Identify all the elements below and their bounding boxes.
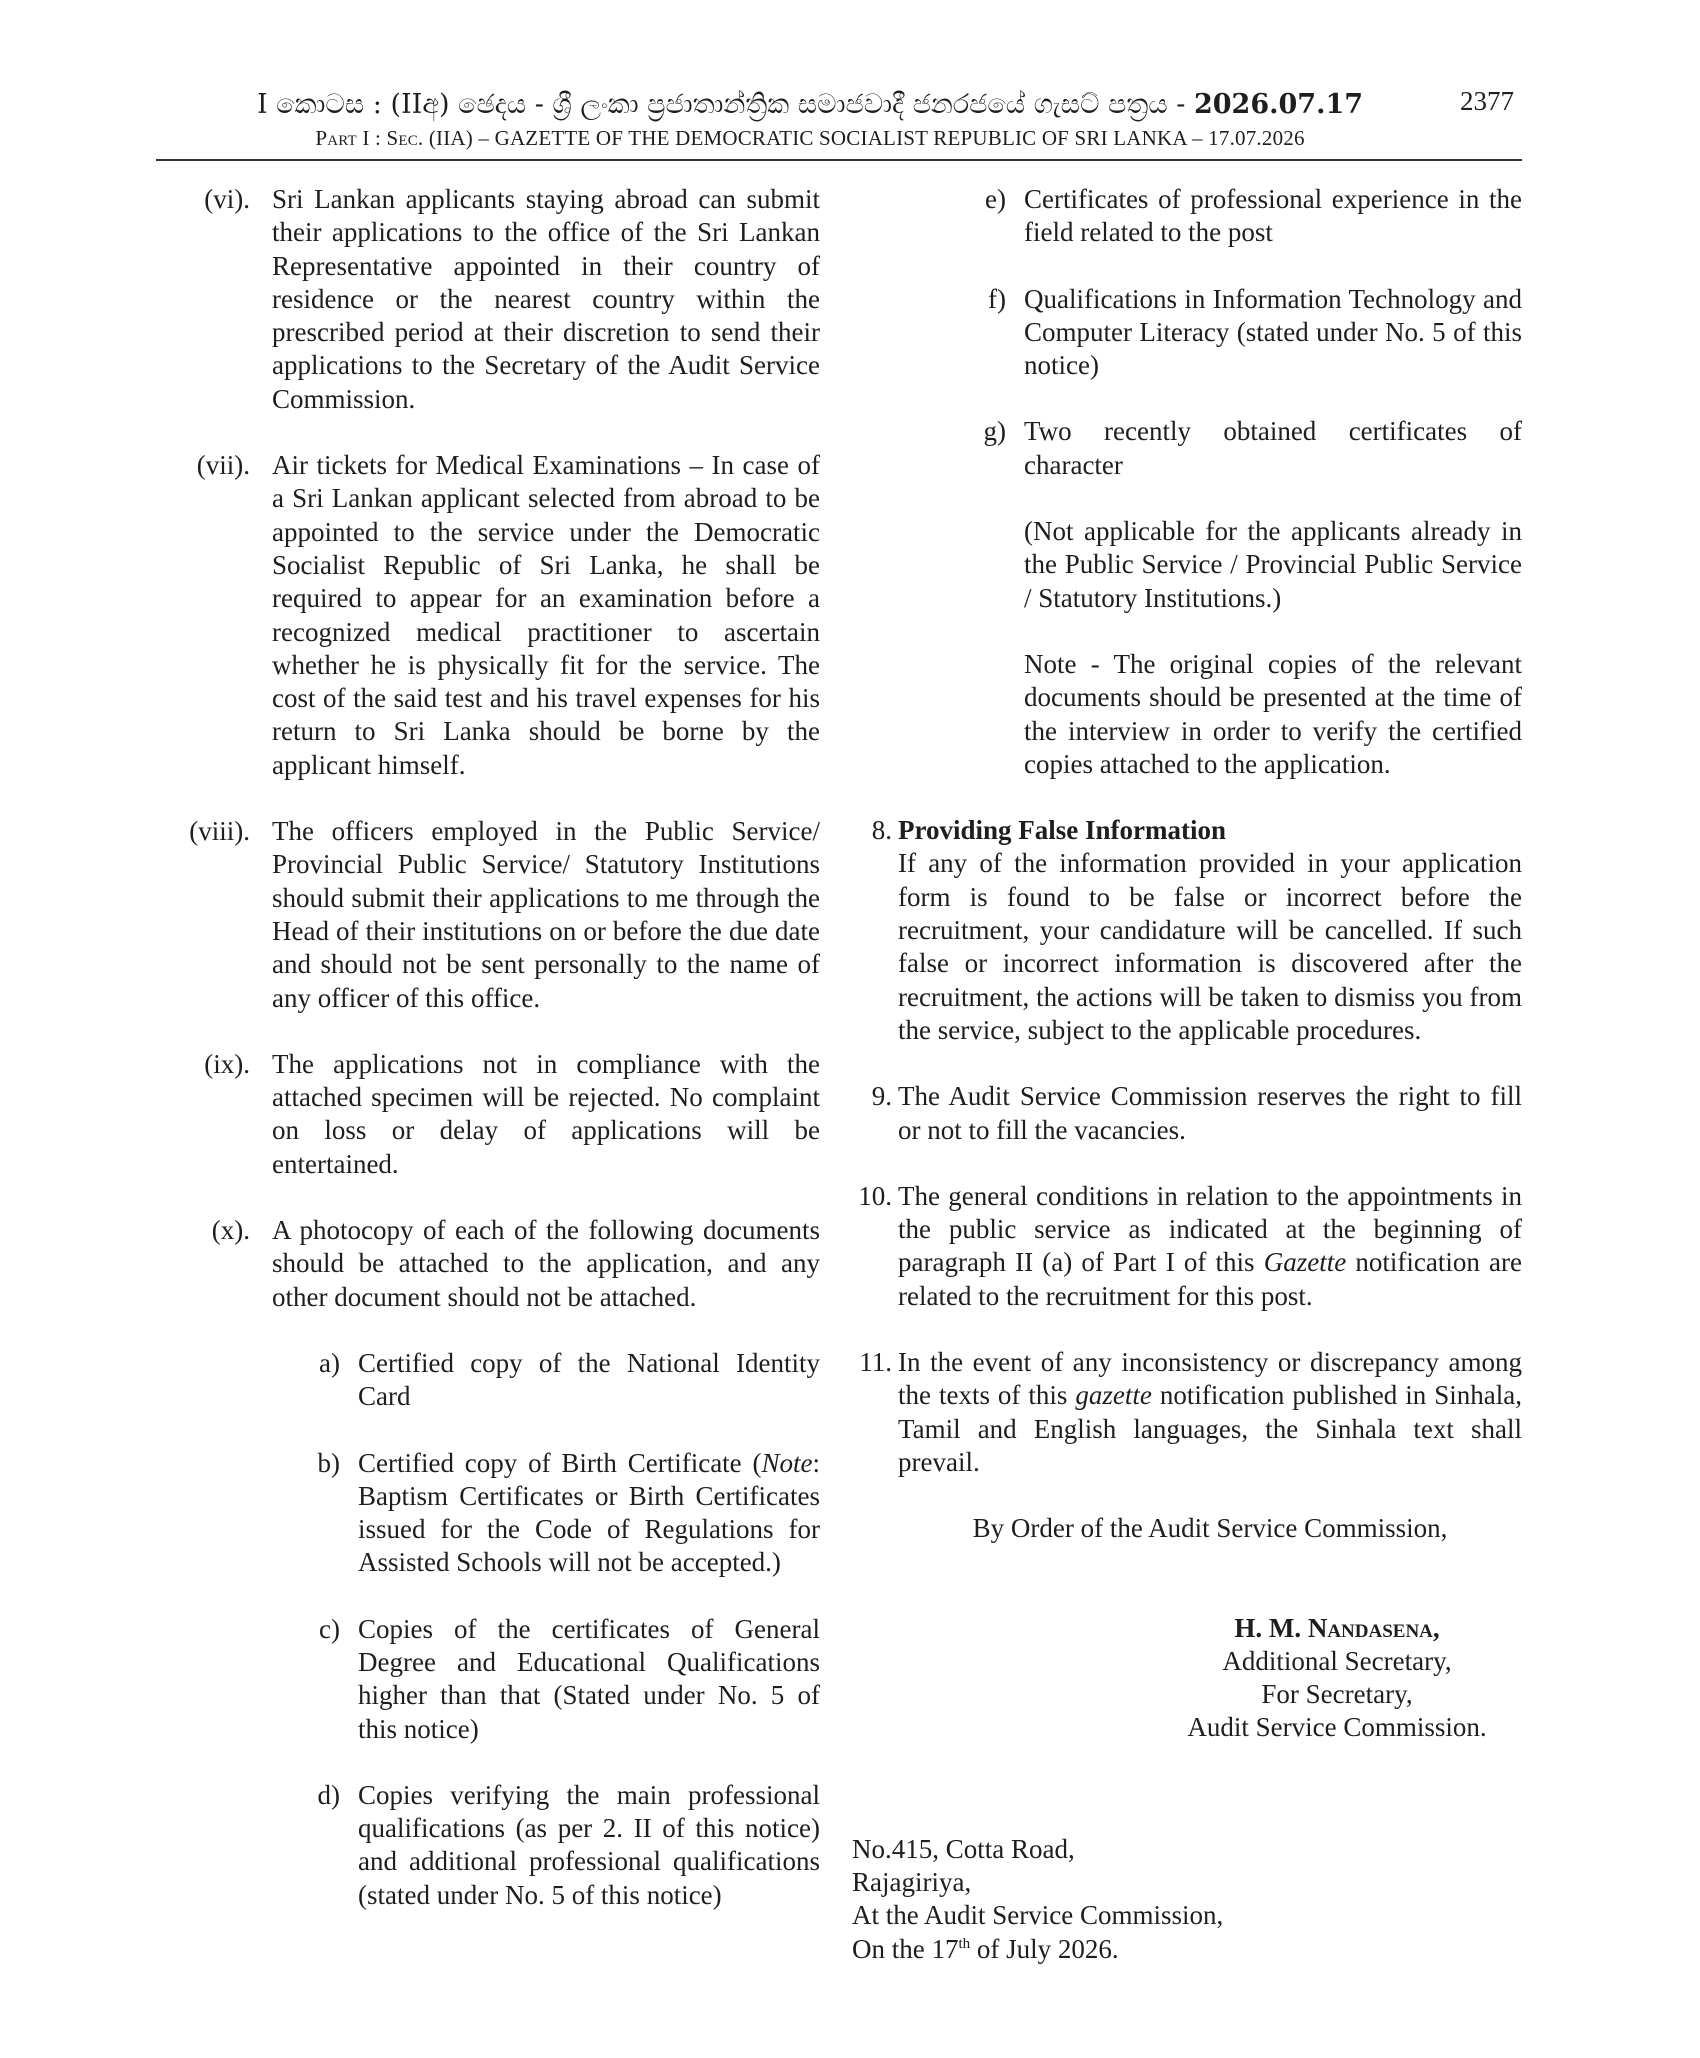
left-column xyxy=(170,183,820,1945)
subitem-b xyxy=(170,1447,820,1580)
subitem-letter: b) xyxy=(317,1447,340,1478)
subitem-letter: c) xyxy=(319,1613,340,1644)
subitem-text: Copies of the certificates of General Degree and Educational Qualifications higher than that (Stated under No. 5 of this notice) xyxy=(358,1613,820,1744)
section-number: 9. xyxy=(871,1081,892,1112)
subitem-d xyxy=(170,1779,820,1912)
item-number: (vi). xyxy=(204,184,250,214)
subitem-text-part: : Baptism Certificates or Birth Certificates issued for the Code of Regulations for Assisted Schools will not be accepted.) xyxy=(358,1447,820,1578)
item-vi xyxy=(170,183,820,416)
item-viii xyxy=(170,815,820,1015)
item-number: (ix). xyxy=(204,1048,250,1079)
date-text: of July 2026. xyxy=(970,1933,1119,1964)
section-text xyxy=(898,1180,1522,1313)
section-body xyxy=(898,814,1522,1047)
section-text-part: In the event of any inconsistency or discrepancy among the texts of this xyxy=(898,1347,1522,1411)
signatory-organization: Audit Service Commission. xyxy=(1187,1712,1487,1743)
section-title: Providing False Information xyxy=(898,815,1227,846)
section-11 xyxy=(852,1346,1522,1479)
section-number: 8. xyxy=(871,815,892,846)
not-applicable-text: (Not applicable for the applicants already in the Public Service / Provincial Public Service / Statutory Institutions.) xyxy=(1024,516,1522,613)
item-x xyxy=(170,1214,820,1314)
note-label: Note xyxy=(761,1447,813,1478)
header-sinhala-date: 2026.07.17 xyxy=(1193,89,1364,120)
signatory-title: Additional Secretary, xyxy=(1222,1645,1452,1676)
subitem-letter: d) xyxy=(317,1779,340,1810)
subitem-a xyxy=(170,1347,820,1414)
subitem-f xyxy=(852,283,1522,383)
page-number: 2377 xyxy=(1460,86,1514,116)
section-text-part: notification are related to the recruitment for this post. xyxy=(898,1247,1522,1311)
section-8 xyxy=(852,814,1522,1047)
header-part: Part I xyxy=(315,126,370,150)
date-text: On the 17 xyxy=(852,1933,959,1964)
item-text: The applications not in compliance with the attached specimen will be rejected. No complaint on loss or delay of applications will be entertained. xyxy=(272,1048,820,1179)
subitem-c xyxy=(170,1613,820,1746)
section-text-part: notification published in Sinhala, Tamil and English languages, the Sinhala text shall prevail. xyxy=(898,1380,1523,1477)
item-number: (viii). xyxy=(189,816,250,847)
subitem-text: Certificates of professional experience in the field related to the post xyxy=(1024,184,1522,248)
item-vii xyxy=(170,449,820,782)
subitem-text: Certified copy of the National Identity Card xyxy=(358,1347,820,1412)
section-text: If any of the information provided in your application form is found to be false or incorrect before the recruitment, your candidature will be cancelled. If such false or incorrect information is discovered after the recruitment, the actions will be taken to dismiss you from the service, subject to the applicable procedures. xyxy=(898,848,1522,1045)
subitem-text xyxy=(358,1447,820,1580)
subitem-text: Copies verifying the main professional qualifications (as per 2. II of this notice) and additional professional qualifications (stated under No. 5 of this notice) xyxy=(358,1779,820,1910)
subitem-letter: g) xyxy=(983,416,1006,447)
gazette-italic: Gazette xyxy=(1263,1247,1347,1278)
header-sec: Sec. xyxy=(386,126,424,150)
subitem-letter: a) xyxy=(319,1347,340,1378)
subitem-g xyxy=(852,415,1522,482)
item-text: A photocopy of each of the following documents should be attached to the application, and any other document should not be attached. xyxy=(272,1215,820,1312)
address-line: At the Audit Service Commission, xyxy=(852,1900,1224,1931)
signatory-surname: Nandasena, xyxy=(1307,1612,1440,1643)
subitem-e xyxy=(852,183,1522,250)
section-text-part: The general conditions in relation to the appointments in the public service as indicated at the beginning of paragraph II (a) of Part I of this xyxy=(898,1180,1522,1278)
section-text xyxy=(898,1346,1522,1479)
subitem-letter: e) xyxy=(985,184,1006,214)
address-line: Rajagiriya, xyxy=(852,1866,972,1897)
signatory-for: For Secretary, xyxy=(1261,1679,1413,1710)
gazette-italic: gazette xyxy=(1075,1380,1152,1411)
header-english: Part I : Sec. (IIA) – GAZETTE OF THE DEMOCRATIC SOCIALIST REPUBLIC OF SRI LANKA – 17.07.2026 xyxy=(315,126,1305,150)
subitem-text: Qualifications in Information Technology and Computer Literacy (stated under No. 5 of this notice) xyxy=(1024,283,1522,381)
subitem-text-part: Certified copy of Birth Certificate ( xyxy=(358,1447,762,1478)
header-sinhala-text: I කොටස : (IIඅ) ඡෙදය - ශ්‍රී ලංකා ප්‍රජාතාන්ත්‍රික සමාජවාදී ජනරජයේ ගැසට් පත්‍රය - xyxy=(256,89,1194,120)
date-superscript: th xyxy=(958,1935,971,1952)
header-rule xyxy=(156,159,1522,161)
signatory-name xyxy=(1172,1612,1502,1645)
right-column xyxy=(852,183,1522,1966)
section-number: 11. xyxy=(859,1347,892,1378)
section-number: 10. xyxy=(858,1180,892,1211)
subitem-letter: f) xyxy=(988,283,1006,314)
item-number: (vii). xyxy=(196,450,250,481)
section-10 xyxy=(852,1180,1522,1313)
date-line xyxy=(852,1933,1522,1966)
item-number: (x). xyxy=(211,1215,250,1246)
section-9 xyxy=(852,1080,1522,1147)
address-block xyxy=(852,1833,1522,1966)
header-english-text: (IIA) – GAZETTE OF THE DEMOCRATIC SOCIALIST REPUBLIC OF SRI LANKA – 17.07.2026 xyxy=(423,126,1305,150)
signature-block xyxy=(1172,1612,1502,1745)
section-text: The Audit Service Commission reserves the right to fill or not to fill the vacancies. xyxy=(898,1081,1522,1145)
item-text: Sri Lankan applicants staying abroad can submit their applications to the office of the Sri Lankan Representative appointed in their country of residence or the nearest country within the prescribed period at their discretion to send their applications to the Secretary of the Audit Service Commission. xyxy=(272,184,820,414)
address-line: No.415, Cotta Road, xyxy=(852,1833,1075,1864)
note-text: Note - The original copies of the relevant documents should be presented at the time of the interview in order to verify the certified copies attached to the application. xyxy=(1024,648,1522,779)
item-text: Air tickets for Medical Examinations – In case of a Sri Lankan applicant selected from abroad to be appointed to the service under the Democratic Socialist Republic of Sri Lanka, he shall be required to appear for an examination before a recognized medical practitioner to ascertain whether he is physically fit for the service. The cost of the said test and his travel expenses for his return to Sri Lanka should be borne by the applicant himself. xyxy=(272,450,820,780)
order-line: By Order of the Audit Service Commission, xyxy=(972,1513,1448,1544)
subitem-text: Two recently obtained certificates of character xyxy=(1024,416,1522,480)
item-ix xyxy=(170,1048,820,1181)
signatory-initials: H. M. xyxy=(1234,1612,1308,1643)
item-text: The officers employed in the Public Service/ Provincial Public Service/ Statutory Institutions should submit their applications to me through the Head of their institutions on or before the due date and should not be sent personally to the name of any officer of this office. xyxy=(272,816,820,1013)
header-sinhala xyxy=(220,88,1400,122)
